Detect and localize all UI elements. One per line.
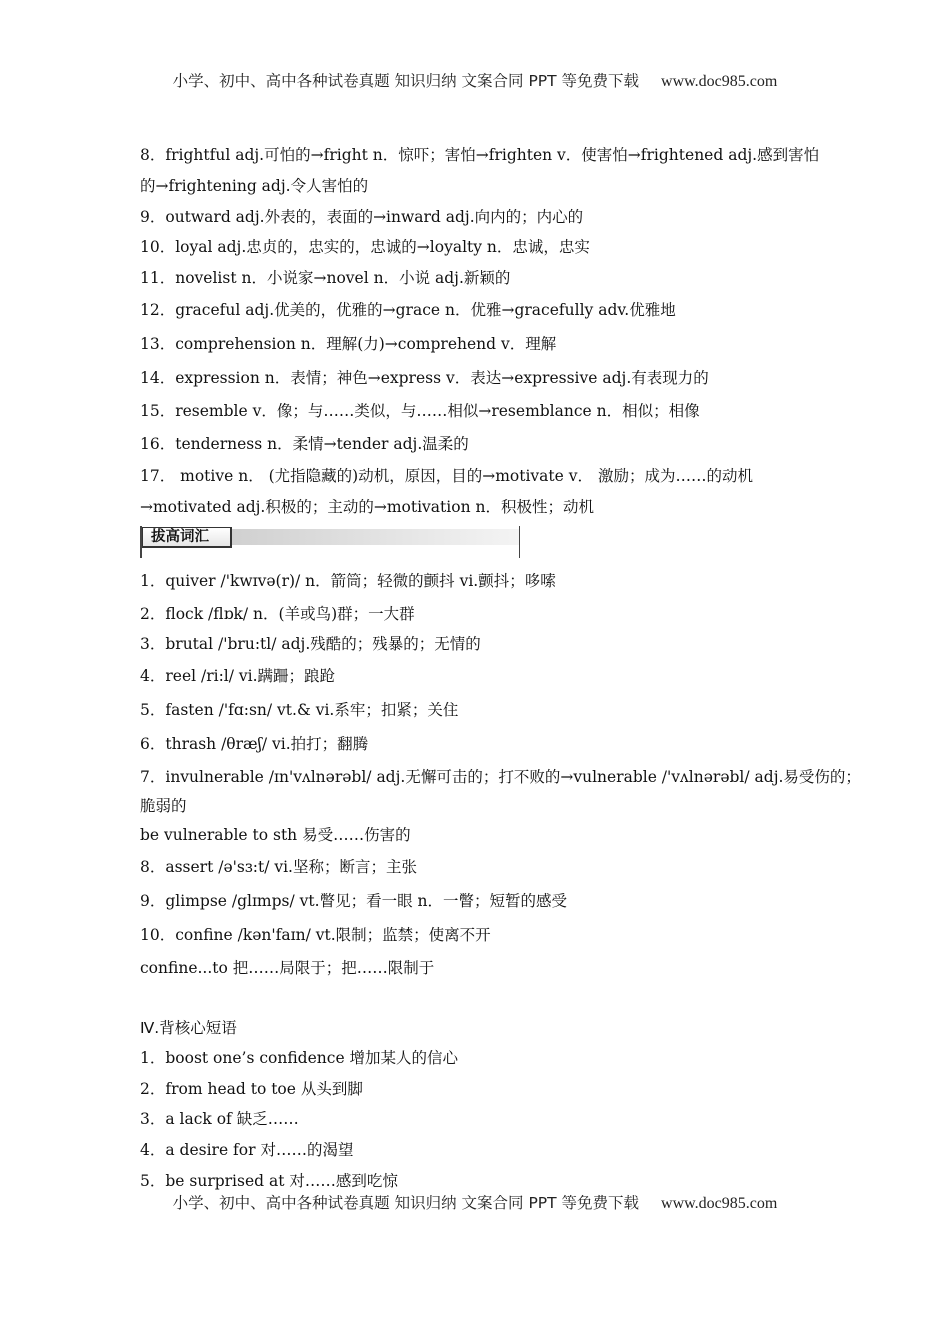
phrases-heading: Ⅳ.背核心短语 [140, 1019, 237, 1037]
section-label-box [140, 526, 520, 558]
advanced-word-8: 8．assert /ə'sɜ:t/ vi.坚称；断言；主张 [140, 858, 417, 876]
advanced-word-7-phrase: be vulnerable to sth 易受……伤害的 [140, 826, 411, 844]
advanced-word-10-phrase: confine...to 把……局限于；把……限制于 [140, 959, 435, 977]
phrase-4: 4．a desire for 对……的渴望 [140, 1141, 354, 1159]
word-item-8: 8．frightful adj.可怕的→fright n．惊吓；害怕→frighten v．使害怕→frightened adj.感到害怕 [140, 146, 820, 164]
header-url[interactable]: www.doc985.com [661, 73, 778, 90]
section-gray-bar [230, 529, 520, 545]
word-item-12: 12．graceful adj.优美的，优雅的→grace n．优雅→gracefully adv.优雅地 [140, 301, 676, 319]
advanced-word-7: 7．invulnerable /ɪn'vʌlnərəbl/ adj.无懈可击的；打不败的→vulnerable /'vʌlnərəbl/ adj.易受伤的； [140, 768, 861, 786]
word-item-10: 10．loyal adj.忠贞的，忠实的，忠诚的→loyalty n．忠诚，忠实 [140, 238, 590, 256]
advanced-word-3: 3．brutal /'bru:tl/ adj.残酷的；残暴的；无情的 [140, 635, 481, 653]
advanced-word-1: 1．quiver /'kwɪvə(r)/ n．箭筒；轻微的颤抖 vi.颤抖；哆嗦 [140, 572, 556, 590]
phrase-1: 1．boost one’s confidence 增加某人的信心 [140, 1049, 459, 1067]
footer-url[interactable]: www.doc985.com [661, 1195, 778, 1212]
word-item-16: 16．tenderness n．柔情→tender adj.温柔的 [140, 435, 469, 453]
phrase-3: 3．a lack of 缺乏…… [140, 1110, 299, 1128]
phrase-2: 2．from head to toe 从头到脚 [140, 1080, 363, 1098]
advanced-word-7-cont: 脆弱的 [140, 797, 187, 815]
word-item-8-cont: 的→frightening adj.令人害怕的 [140, 177, 369, 195]
advanced-word-6: 6．thrash /θræʃ/ vi.拍打；翻腾 [140, 735, 369, 753]
phrase-5: 5．be surprised at 对……感到吃惊 [140, 1172, 398, 1190]
section-label: 拔高词汇 [142, 527, 232, 548]
word-item-11: 11．novelist n．小说家→novel n．小说 adj.新颖的 [140, 269, 511, 287]
section-rule-right [519, 526, 520, 558]
page-footer [0, 1191, 950, 1213]
advanced-word-2: 2．flock /flɒk/ n．(羊或鸟)群；一大群 [140, 605, 415, 623]
page-header [0, 69, 950, 91]
word-item-13: 13．comprehension n．理解(力)→comprehend v．理解 [140, 335, 557, 353]
header-text: 小学、初中、高中各种试卷真题 知识归纳 文案合同 PPT 等免费下载 [172, 72, 640, 90]
advanced-word-9: 9．glimpse /glɪmps/ vt.瞥见；看一眼 n．一瞥；短暂的感受 [140, 892, 567, 910]
word-item-14: 14．expression n．表情；神色→express v．表达→expressive adj.有表现力的 [140, 369, 709, 387]
footer-text: 小学、初中、高中各种试卷真题 知识归纳 文案合同 PPT 等免费下载 [172, 1194, 640, 1212]
advanced-word-10: 10．confine /kən'faɪn/ vt.限制；监禁；使离不开 [140, 926, 491, 944]
word-item-15: 15．resemble v．像；与……类似，与……相似→resemblance n．相似；相像 [140, 402, 700, 420]
advanced-word-5: 5．fasten /'fɑ:sn/ vt.& vi.系牢；扣紧；关住 [140, 701, 459, 719]
word-item-17-cont: →motivated adj.积极的；主动的→motivation n．积极性；动机 [140, 498, 594, 516]
word-item-9: 9．outward adj.外表的，表面的→inward adj.向内的；内心的 [140, 208, 584, 226]
advanced-word-4: 4．reel /ri:l/ vi.蹒跚；踉跄 [140, 667, 336, 685]
word-item-17: 17． motive n． (尤指隐藏的)动机，原因，目的→motivate v． 激励；成为……的动机 [140, 467, 753, 485]
